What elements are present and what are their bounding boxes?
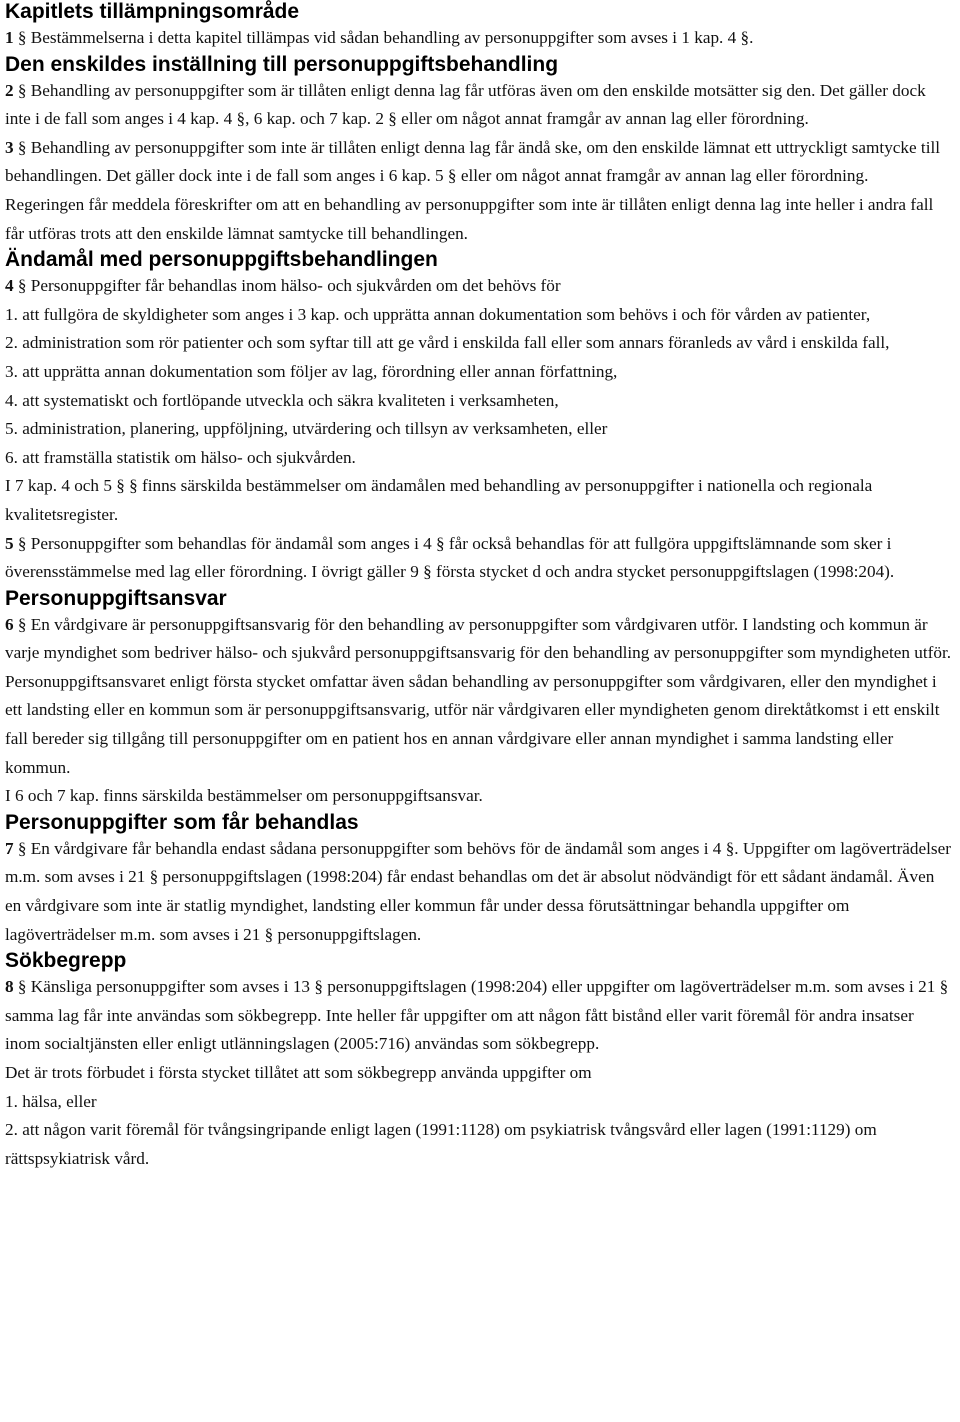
section-heading: Personuppgiftsansvar [5,586,227,610]
paragraph-text-block: Det är trots förbudet i första stycket tillåtet att som sökbegrepp använda uppgifter om [5,1063,592,1082]
paragraph-number: 6 [5,614,14,634]
paragraph-number: 4 [5,276,14,296]
section-heading: Sökbegrepp [5,949,127,973]
paragraph-text: § Behandling av personuppgifter som är tillåten enligt denna lag får utföras även om den enskilde motsätter sig den. Det gäller dock inte i de fall som anges i 4 kap. 4 §, 6 kap. och 7 kap. 2 § eller om något annat framgår av annan lag eller förordning. [5,80,926,129]
list-item: 2. att någon varit föremål för tvångsingripande enligt lagen (1991:1128) om psykiatrisk tvångsvård eller lagen (1991:1129) om rättspsykiatrisk vård. [5,1120,877,1168]
section-heading: Ändamål med personuppgiftsbehandlingen [5,248,438,272]
list-item: 3. att upprätta annan dokumentation som följer av lag, förordning eller annan författning, [5,361,618,381]
paragraph-number: 1 [5,28,14,47]
paragraph-text: § Bestämmelserna i detta kapitel tillämpas vid sådan behandling av personuppgifter som avses i 1 kap. 4 §. [17,28,754,47]
paragraph-text: § Personuppgifter får behandlas inom hälso- och sjukvården om det behövs för [17,276,561,296]
paragraph-text-block: I 7 kap. 4 och 5 § § finns särskilda bestämmelser om ändamålen med behandling av personuppgifter i nationella och regionala kvalitetsregister. [5,476,873,524]
section-personuppgiftsansvar [5,587,952,811]
paragraph-text-block: Regeringen får meddela föreskrifter om att en behandling av personuppgifter som inte är tillåten enligt denna lag inte heller i andra fall får utföras trots att den enskilde lämnat samtycke till behandlingen. [5,194,934,243]
list-item: 6. att framställa statistik om hälso- och sjukvården. [5,447,356,467]
paragraph-text-block: Personuppgiftsansvaret enligt första stycket omfattar även sådan behandling av personuppgifter som vårdgivaren, eller den myndighet i ett landsting eller en kommun som är personuppgiftsansvarig, utför när vårdgivaren eller myndigheten genom direktåtkomst i ett enskilt fall bereder sig tillgång till personuppgifter om en patient hos en annan vårdgivare eller annan myndighet i samma landsting eller kommun. [5,671,940,777]
paragraph-text: § Personuppgifter som behandlas för ändamål som anges i 4 § får också behandlas för att fullgöra uppgiftslämnande som sker i överensstämmelse med lag eller förordning. I övrigt gäller 9 § första stycket d och andra stycket personuppgiftslagen (1998:204). [5,533,895,582]
paragraph-3 [5,134,952,191]
paragraph-number: 5 [5,533,14,553]
section-heading: Kapitlets tillämpningsområde [5,0,300,23]
paragraph-5 [5,530,952,587]
paragraph-6 [5,611,952,668]
paragraph-number: 8 [5,977,14,997]
section-tillampningsomrade [5,0,952,53]
paragraph-2 [5,77,952,134]
section-enskildes-installning [5,53,952,249]
list-item: 5. administration, planering, uppföljning, utvärdering och tillsyn av verksamheten, eller [5,419,608,439]
section-andamal [5,248,952,587]
paragraph-text: § Behandling av personuppgifter som inte är tillåten enligt denna lag får ändå ske, om den enskilde lämnat ett uttryckligt samtycke till behandlingen. Det gäller dock inte i de fall som anges i 6 kap. 5 § eller om något annat framgår av annan lag eller förordning. [5,137,941,186]
paragraph-number: 7 [5,838,14,858]
section-heading: Den enskildes inställning till personuppgiftsbehandling [5,52,559,76]
paragraph-8 [5,973,952,1059]
paragraph-number: 2 [5,80,14,100]
list-item: 4. att systematiskt och fortlöpande utveckla och säkra kvaliteten i verksamheten, [5,390,559,410]
paragraph-text-block: I 6 och 7 kap. finns särskilda bestämmelser om personuppgiftsansvar. [5,786,483,806]
paragraph-text: § En vårdgivare får behandla endast sådana personuppgifter som behövs för de ändamål som anges i 4 §. Uppgifter om lagöverträdelser m.m. som avses i 21 § personuppgiftslagen (1998:204) får endast behandlas om det är absolut nödvändigt för ett sådant ändamål. Även en vårdgivare som inte är statlig myndighet, landsting eller kommun får under dessa förutsättningar behandla uppgifter om lagöverträdelser m.m. som avses i 21 § personuppgiftslagen. [5,838,951,944]
list-item: 1. att fullgöra de skyldigheter som anges i 3 kap. och upprätta annan dokumentation som behövs i och för vården av patienter, [5,304,871,324]
paragraph-7 [5,835,952,949]
paragraph-text: § En vårdgivare är personuppgiftsansvarig för den behandling av personuppgifter som vårdgivaren utför. I landsting och kommun är varje myndighet som bedriver hälso- och sjukvård personuppgiftsansvarig för den behandling av personuppgifter som myndigheten utför. [5,614,952,663]
paragraph-text: § Känsliga personuppgifter som avses i 13 § personuppgiftslagen (1998:204) eller uppgifter om lagöverträdelser m.m. som avses i 21 § samma lag får inte användas som sökbegrepp. Inte heller får uppgifter om att någon fått bistånd eller varit föremål för andra insatser inom socialtjänsten eller enligt utlänningslagen (2005:716) användas som sökbegrepp. [5,977,949,1054]
list-item: 2. administration som rör patienter och som syftar till att ge vård i enskilda fall eller som annars föranleds av vård i enskilda fall, [5,333,890,353]
section-personuppgifter-som-far-behandlas [5,811,952,949]
paragraph-number: 3 [5,137,14,157]
section-heading: Personuppgifter som får behandlas [5,810,359,834]
list-item: 1. hälsa, eller [5,1091,97,1111]
paragraph-1 [5,24,952,53]
section-sokbegrepp [5,949,952,1173]
paragraph-4 [5,272,952,301]
